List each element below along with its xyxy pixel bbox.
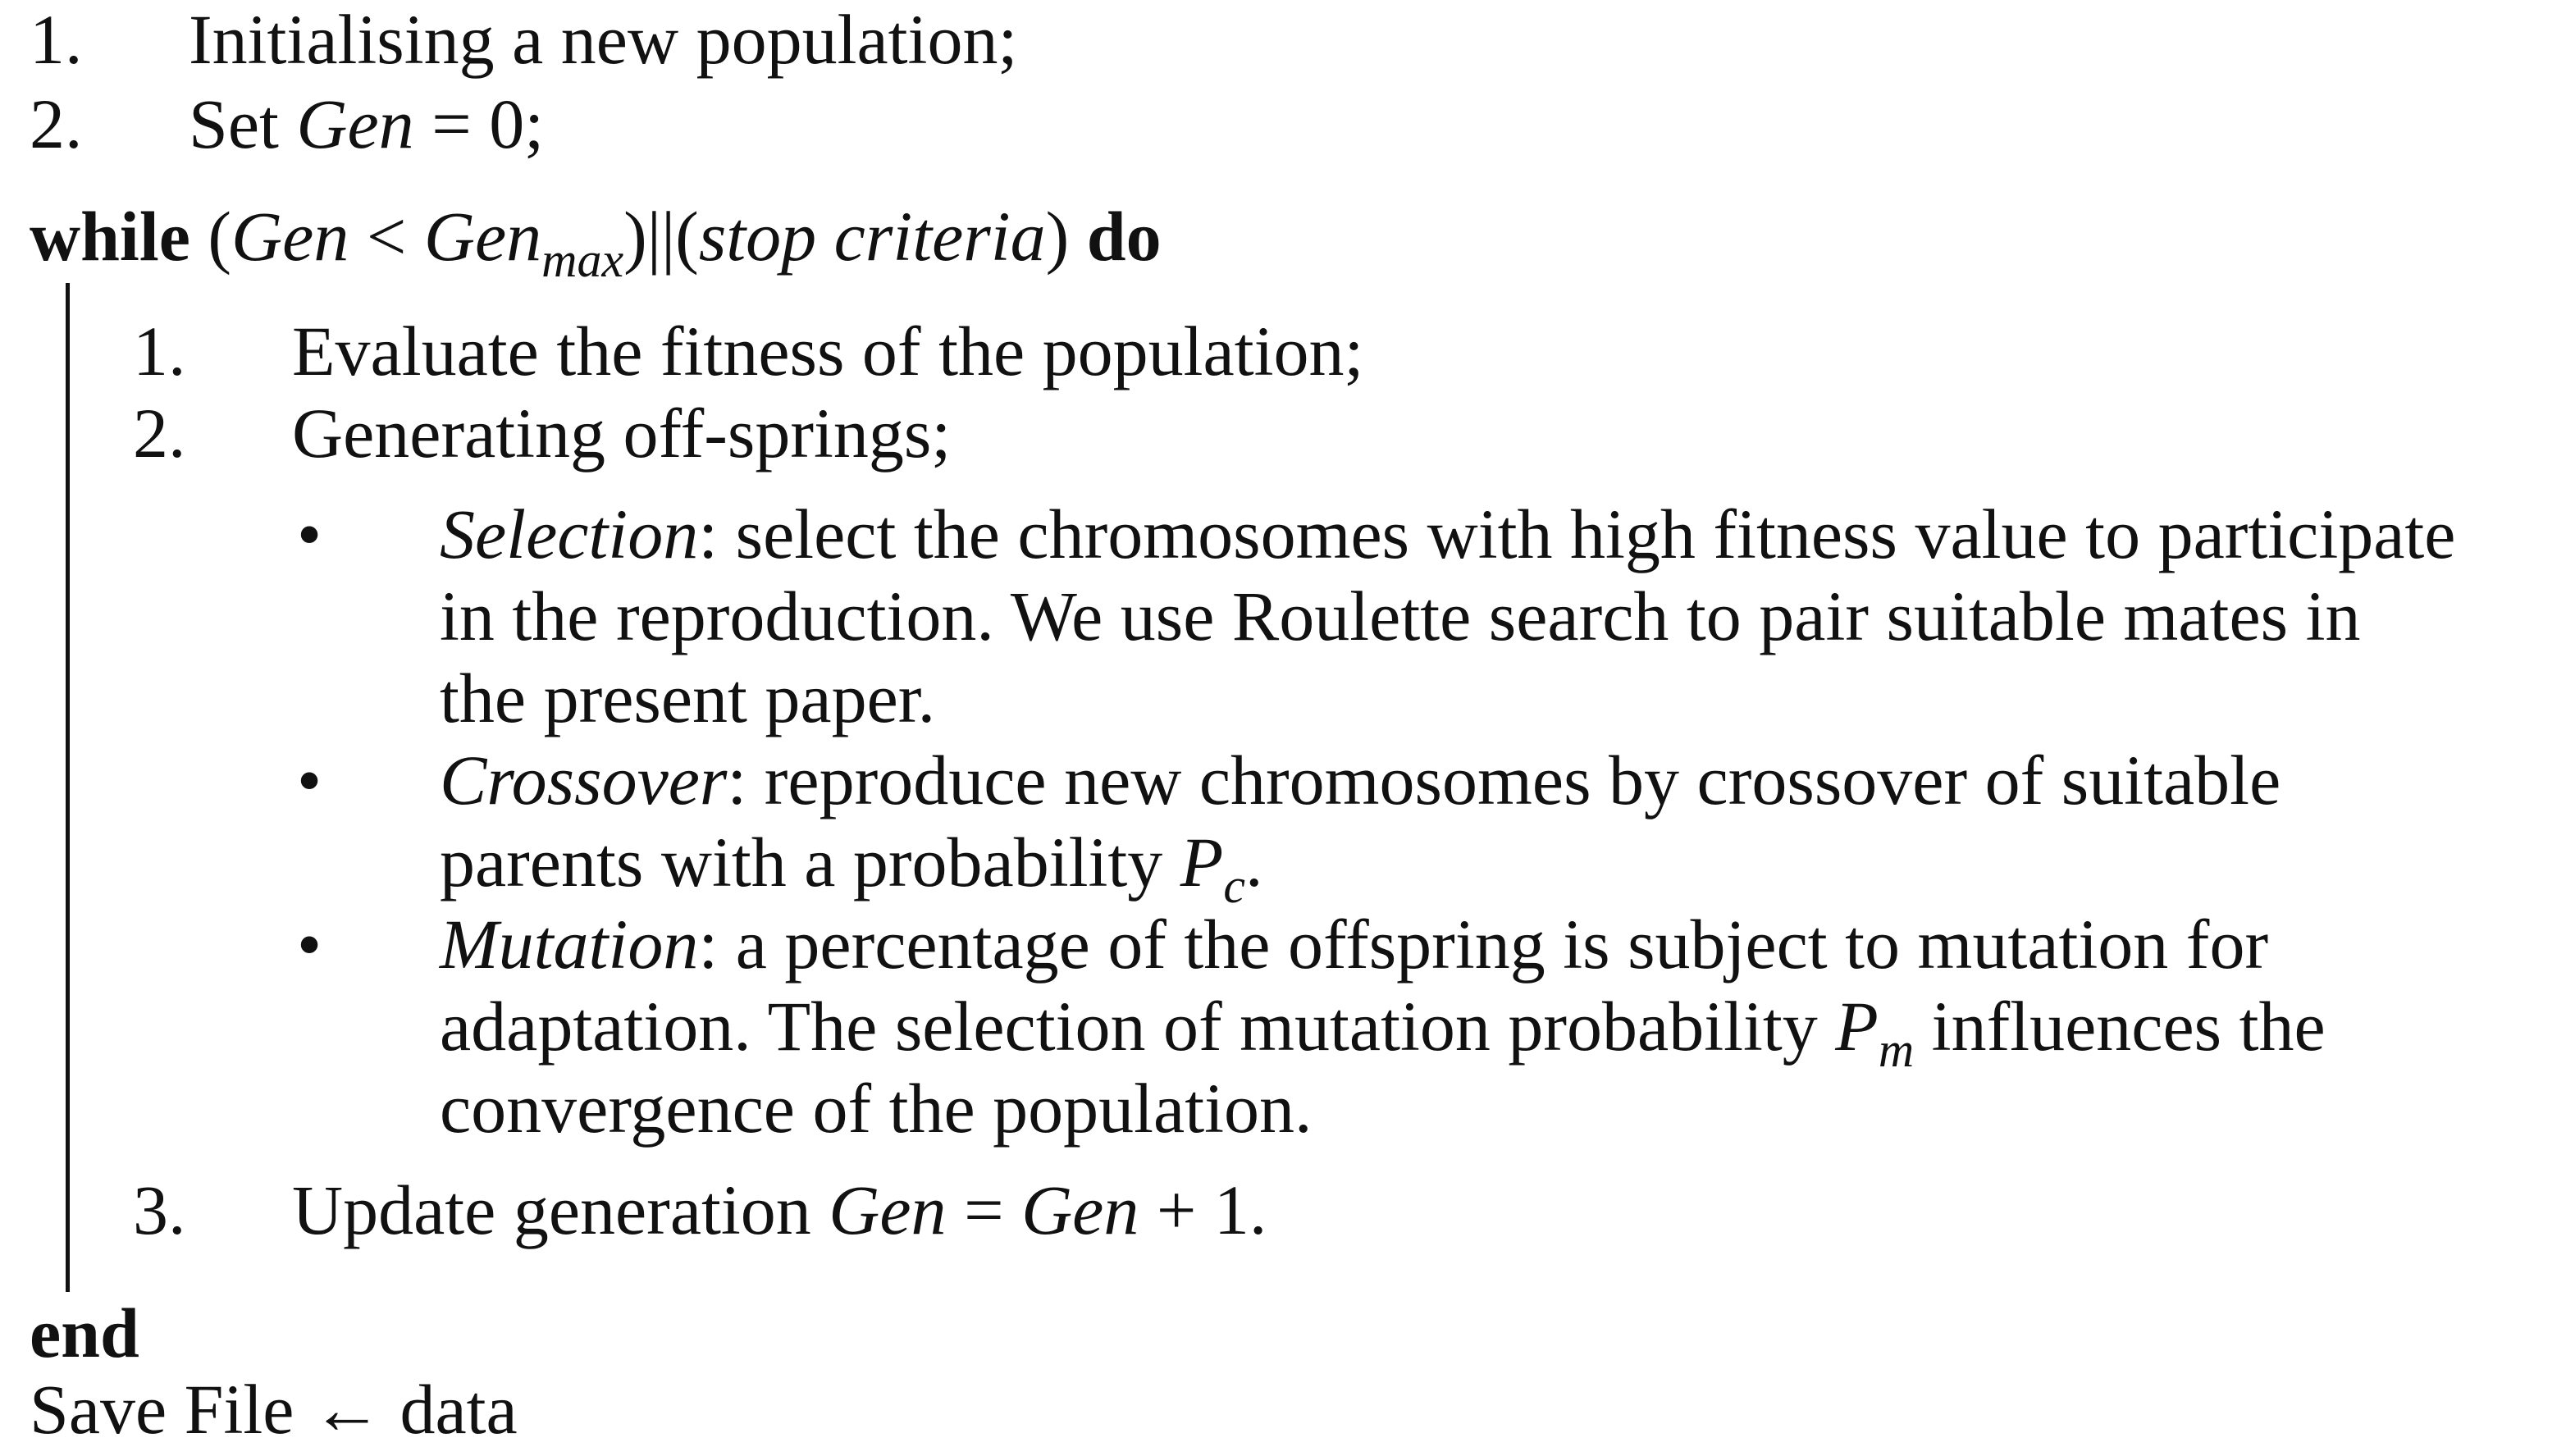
step-text: Update generation Gen = Gen + 1.: [292, 1171, 1267, 1249]
bullet-term: Selection: [440, 495, 699, 573]
while-header: while (Gen < Gen$_{max}$)||(stop criteria) do: [30, 197, 1162, 287]
bullet-term: Mutation: [440, 905, 699, 984]
bullet-line: convergence of the population.: [440, 1069, 1313, 1148]
bullet-line: Mutation: a percentage of the offspring is subject to mutation for: [440, 905, 2269, 984]
bullet-line: parents with a probability $P_c$.: [440, 823, 1263, 913]
while-keyword: while: [30, 197, 190, 276]
bullet-line: Selection: select the chromosomes with high fitness value to participate: [440, 495, 2456, 573]
step-text: Evaluate the fitness of the population;: [292, 312, 1364, 390]
bullet-glyph: •: [297, 495, 322, 573]
step-number: 1.: [30, 0, 83, 79]
step-number: 3.: [133, 1171, 186, 1249]
left-arrow-icon: ←: [311, 1370, 382, 1449]
bullet-glyph: •: [297, 741, 322, 819]
bullet-line: the present paper.: [440, 659, 936, 737]
bullet-line: adaptation. The selection of mutation probability $P_m$ influences the: [440, 987, 2326, 1077]
bullet-line: in the reproduction. We use Roulette search to pair suitable mates in: [440, 577, 2361, 655]
step-text: Generating off-springs;: [292, 394, 952, 472]
step-text: Set Gen = 0;: [189, 84, 545, 163]
loop-body-bar: [66, 283, 70, 1292]
do-keyword: do: [1086, 197, 1162, 276]
bullet-line: Crossover: reproduce new chromosomes by crossover of suitable: [440, 741, 2281, 819]
step-text: Initialising a new population;: [189, 0, 1018, 79]
step-number: 1.: [133, 312, 186, 390]
bullet-term: Crossover: [440, 741, 728, 819]
step-number: 2.: [30, 84, 83, 163]
bullet-glyph: •: [297, 905, 322, 984]
end-keyword: end: [30, 1294, 139, 1372]
save-line: Save File ← data: [30, 1370, 518, 1449]
step-number: 2.: [133, 394, 186, 472]
